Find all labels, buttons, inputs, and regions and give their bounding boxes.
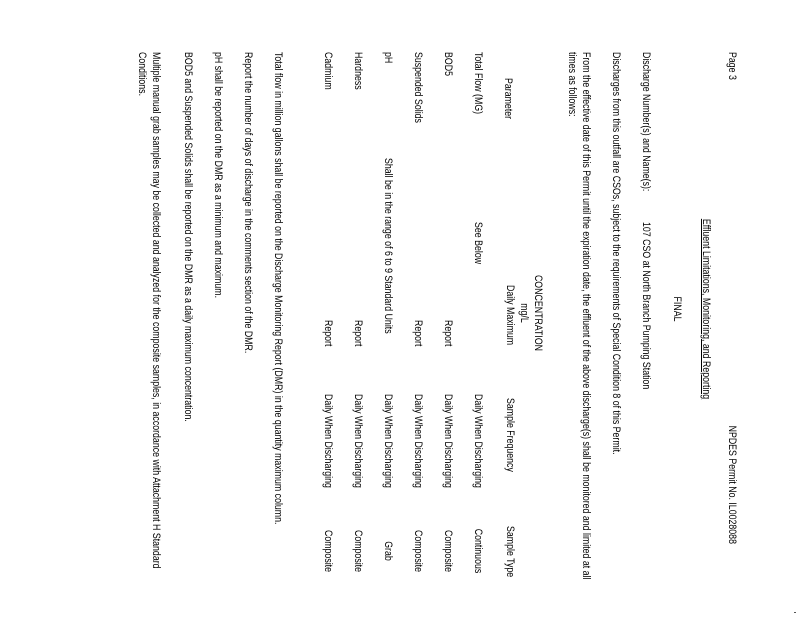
table-row-frequency: Daily When Discharging [442,394,454,488]
permit-number: NPDES Permit No. IL0028088 [726,425,738,544]
table-row-parameter: Suspended Solids [412,52,424,123]
parameter-header: Parameter [502,78,514,120]
intro-paragraph-2-line-2: times as follows: [566,52,578,117]
status-final: FINAL [671,296,683,322]
table-row-parameter: Hardness [352,52,364,90]
table-row-parameter: pH [382,52,394,64]
table-row-frequency: Daily When Discharging [382,394,394,488]
table-row-frequency: Daily When Discharging [352,394,364,488]
final-note-line-1: Multiple manual grab samples may be collected and analyzed for the composite samples, in accordance with Attachment H Standard [150,52,162,569]
table-row-daily-max: Report [442,320,454,347]
concentration-header: CONCENTRATION [532,274,544,352]
table-row-type: Composite [412,529,424,573]
note-days-of-discharge: Report the number of days of discharge in the comments section of the DMR. [242,52,254,354]
scan-speck [794,612,796,613]
table-row-type: Composite [322,529,334,573]
note-ph: pH shall be reported on the DMR as a minimum and maximum. [212,52,224,299]
sample-frequency-header: Sample Frequency [504,398,516,472]
table-row-frequency: Daily When Discharging [322,394,334,488]
final-note-line-2: Conditions. [136,52,148,97]
note-bod-suspended-solids: BOD5 and Suspended Solids shall be reported on the DMR as a daily maximum concentration. [182,52,194,422]
table-row-type: Grab [382,541,394,561]
table-row-type: Composite [352,529,364,573]
table-row-parameter: Total Flow (MG) [472,52,484,115]
table-row-frequency: Daily When Discharging [472,394,484,488]
daily-max-header: Daily Maximum [504,285,516,346]
table-row-daily-max: See Below [472,222,484,265]
page-number: Page 3 [726,52,738,80]
table-row-parameter: Cadmium [322,52,334,90]
table-row-daily-max: Report [352,320,364,347]
units-header: mg/L [518,303,530,323]
discharge-value: 107 CSO at North Branch Pumping Station [640,222,652,390]
discharge-label: Discharge Number(s) and Name(s): [640,52,652,192]
note-total-flow: Total flow in million gallons shall be reported on the Discharge Monitoring Report (DMR) in the quantity maximum column. [272,52,284,525]
table-row-daily-max: Shall be in the range of 6 to 9 Standard Units [382,158,394,334]
table-row-parameter: BOD5 [442,52,454,76]
intro-paragraph-1: Discharges from this outfall are CSOs, subject to the requirements of Special Condition 8 of this Permit. [610,52,622,455]
table-row-frequency: Daily When Discharging [412,394,424,488]
table-row-daily-max: Report [322,320,334,347]
table-row-daily-max: Report [412,320,424,347]
table-row-type: Composite [442,529,454,573]
table-row-type: Continuous [472,528,484,574]
intro-paragraph-2-line-1: From the effective date of this Permit until the expiration date, the effluent of the above discharge(s) shall be monitored and limited at all [580,52,592,580]
sample-type-header: Sample Type [504,526,516,578]
section-title: Effluent Limitations, Monitoring, and Reporting [700,218,712,400]
